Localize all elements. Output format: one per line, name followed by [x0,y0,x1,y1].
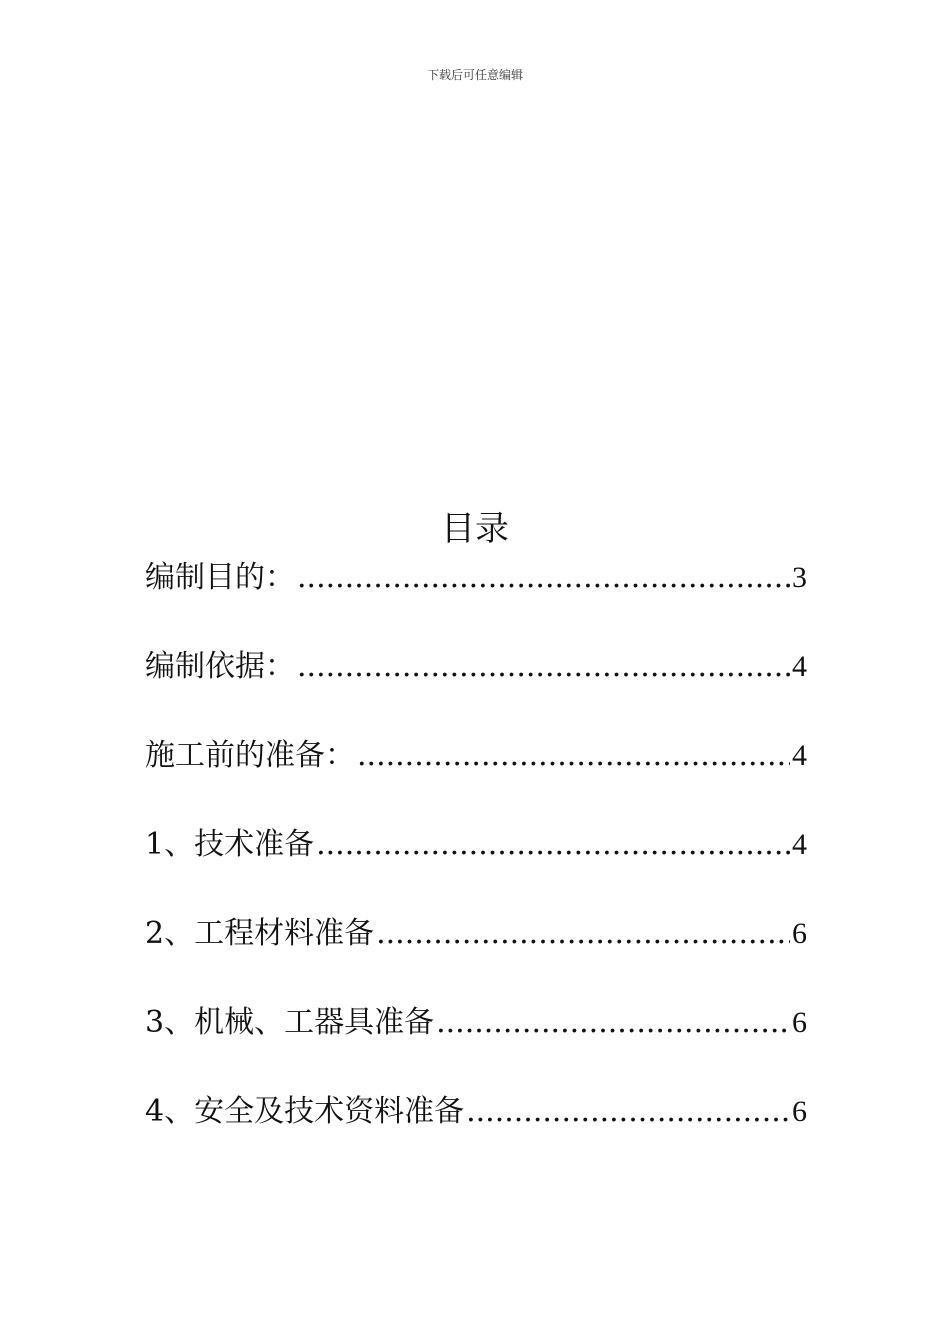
dot-leader [297,645,790,689]
toc-entry-page: 4 [792,828,807,861]
toc-entry-safety-docs-prep[interactable] [145,1090,807,1179]
toc-title: 目录 [441,509,509,549]
toc-entry-label: 2、工程材料准备 [145,916,375,951]
toc-entry-page: 3 [792,561,807,594]
toc-entry-materials-prep[interactable] [145,912,807,1001]
dot-leader [466,1090,790,1134]
dot-leader [376,912,790,956]
toc-entry-label: 编制目的： [145,560,295,595]
toc-entry-technical-prep[interactable] [145,823,807,912]
toc-entry-page: 6 [792,1095,807,1128]
dot-leader [357,734,790,778]
toc-entry-label: 4、安全及技术资料准备 [145,1094,465,1129]
header-note: 下载后可任意编辑 [426,68,523,82]
toc-entry-machinery-prep[interactable] [145,1001,807,1090]
dot-leader [297,556,790,600]
toc-entry-label: 1、技术准备 [145,827,315,862]
toc-entry-page: 4 [792,739,807,772]
toc-entry-basis[interactable] [145,645,807,734]
toc-entry-purpose[interactable] [145,556,807,645]
toc-entry-page: 4 [792,650,807,683]
toc-entry-label: 编制依据： [145,649,295,684]
toc-entry-label: 3、机械、工器具准备 [145,1005,435,1040]
toc-list [145,556,807,1179]
dot-leader [436,1001,790,1045]
toc-entry-page: 6 [792,1006,807,1039]
toc-entry-page: 6 [792,917,807,950]
dot-leader [316,823,790,867]
toc-entry-preparation[interactable] [145,734,807,823]
toc-entry-label: 施工前的准备： [145,738,355,773]
